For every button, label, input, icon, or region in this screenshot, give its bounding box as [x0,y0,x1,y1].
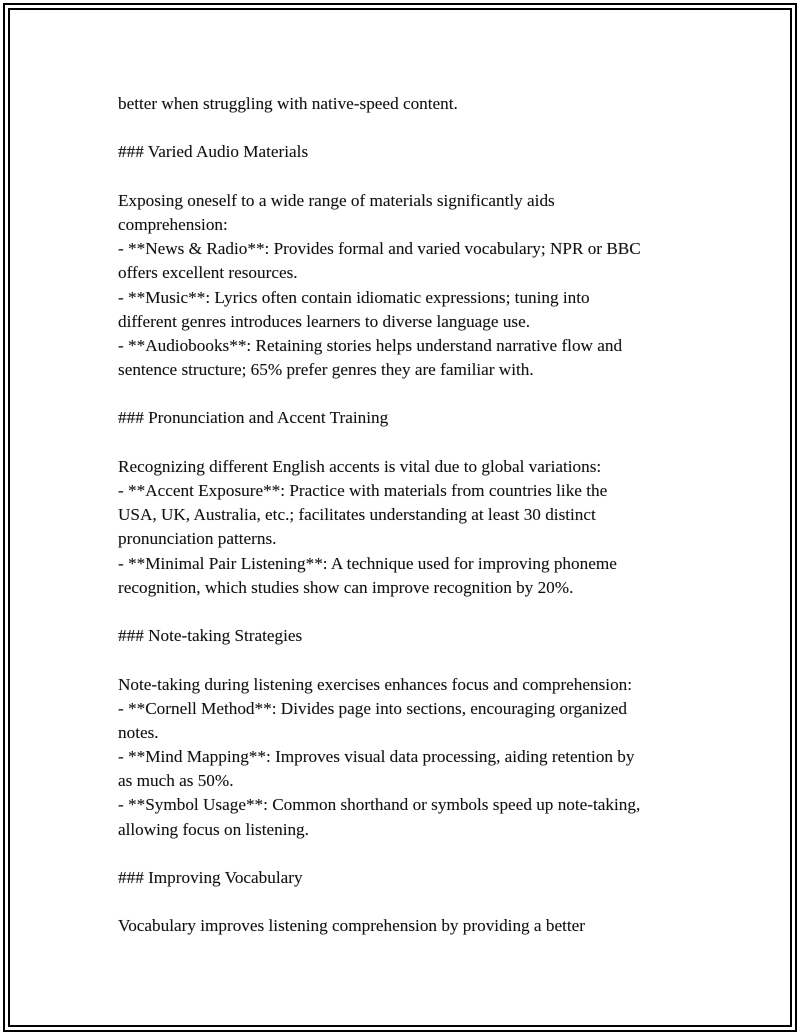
text-line: Exposing oneself to a wide range of materials significantly aids [118,190,555,210]
blank-line [118,600,688,624]
blank-line [118,165,688,189]
blank-line [118,890,688,914]
blank-line [118,116,688,140]
text-line: notes. [118,722,159,742]
text-line: different genres introduces learners to diverse language use. [118,311,531,331]
document-body [118,92,688,939]
blank-line [118,842,688,866]
section-heading: ### Improving Vocabulary [118,868,303,887]
list-item-line: - **Accent Exposure**: Practice with materials from countries like the [118,481,608,500]
list-item-line: - **News & Radio**: Provides formal and varied vocabulary; NPR or BBC [118,239,641,259]
list-item-line: - **Mind Mapping**: Improves visual data processing, aiding retention by [118,747,635,767]
section-heading: ### Varied Audio Materials [118,142,309,162]
text-line: allowing focus on listening. [118,819,309,839]
blank-line [118,382,688,406]
text-line: pronunciation patterns. [118,529,277,549]
list-item-line: - **Audiobooks**: Retaining stories helps understand narrative flow and [118,335,623,355]
text-line: comprehension: [118,214,228,234]
list-item-line: - **Minimal Pair Listening**: A technique used for improving phoneme [118,553,617,573]
text-line: better when struggling with native-speed content. [118,94,458,113]
text-line: recognition, which studies show can improve recognition by 20%. [118,577,574,597]
text-line: offers excellent resources. [118,263,298,283]
text-line: sentence structure; 65% prefer genres they are familiar with. [118,360,534,380]
section-heading: ### Note-taking Strategies [118,626,303,646]
text-line: Recognizing different English accents is vital due to global variations: [118,456,602,476]
text-line: as much as 50%. [118,771,234,791]
list-item-line: - **Cornell Method**: Divides page into sections, encouraging organized [118,698,627,718]
blank-line [118,648,688,672]
list-item-line: - **Music**: Lyrics often contain idiomatic expressions; tuning into [118,287,590,307]
text-line: Vocabulary improves listening comprehension by providing a better [118,916,585,936]
list-item-line: - **Symbol Usage**: Common shorthand or symbols speed up note-taking, [118,795,641,815]
text-line: Note-taking during listening exercises enhances focus and comprehension: [118,674,633,694]
section-heading: ### Pronunciation and Accent Training [118,408,389,428]
text-line: USA, UK, Australia, etc.; facilitates understanding at least 30 distinct [118,505,596,525]
blank-line [118,431,688,455]
